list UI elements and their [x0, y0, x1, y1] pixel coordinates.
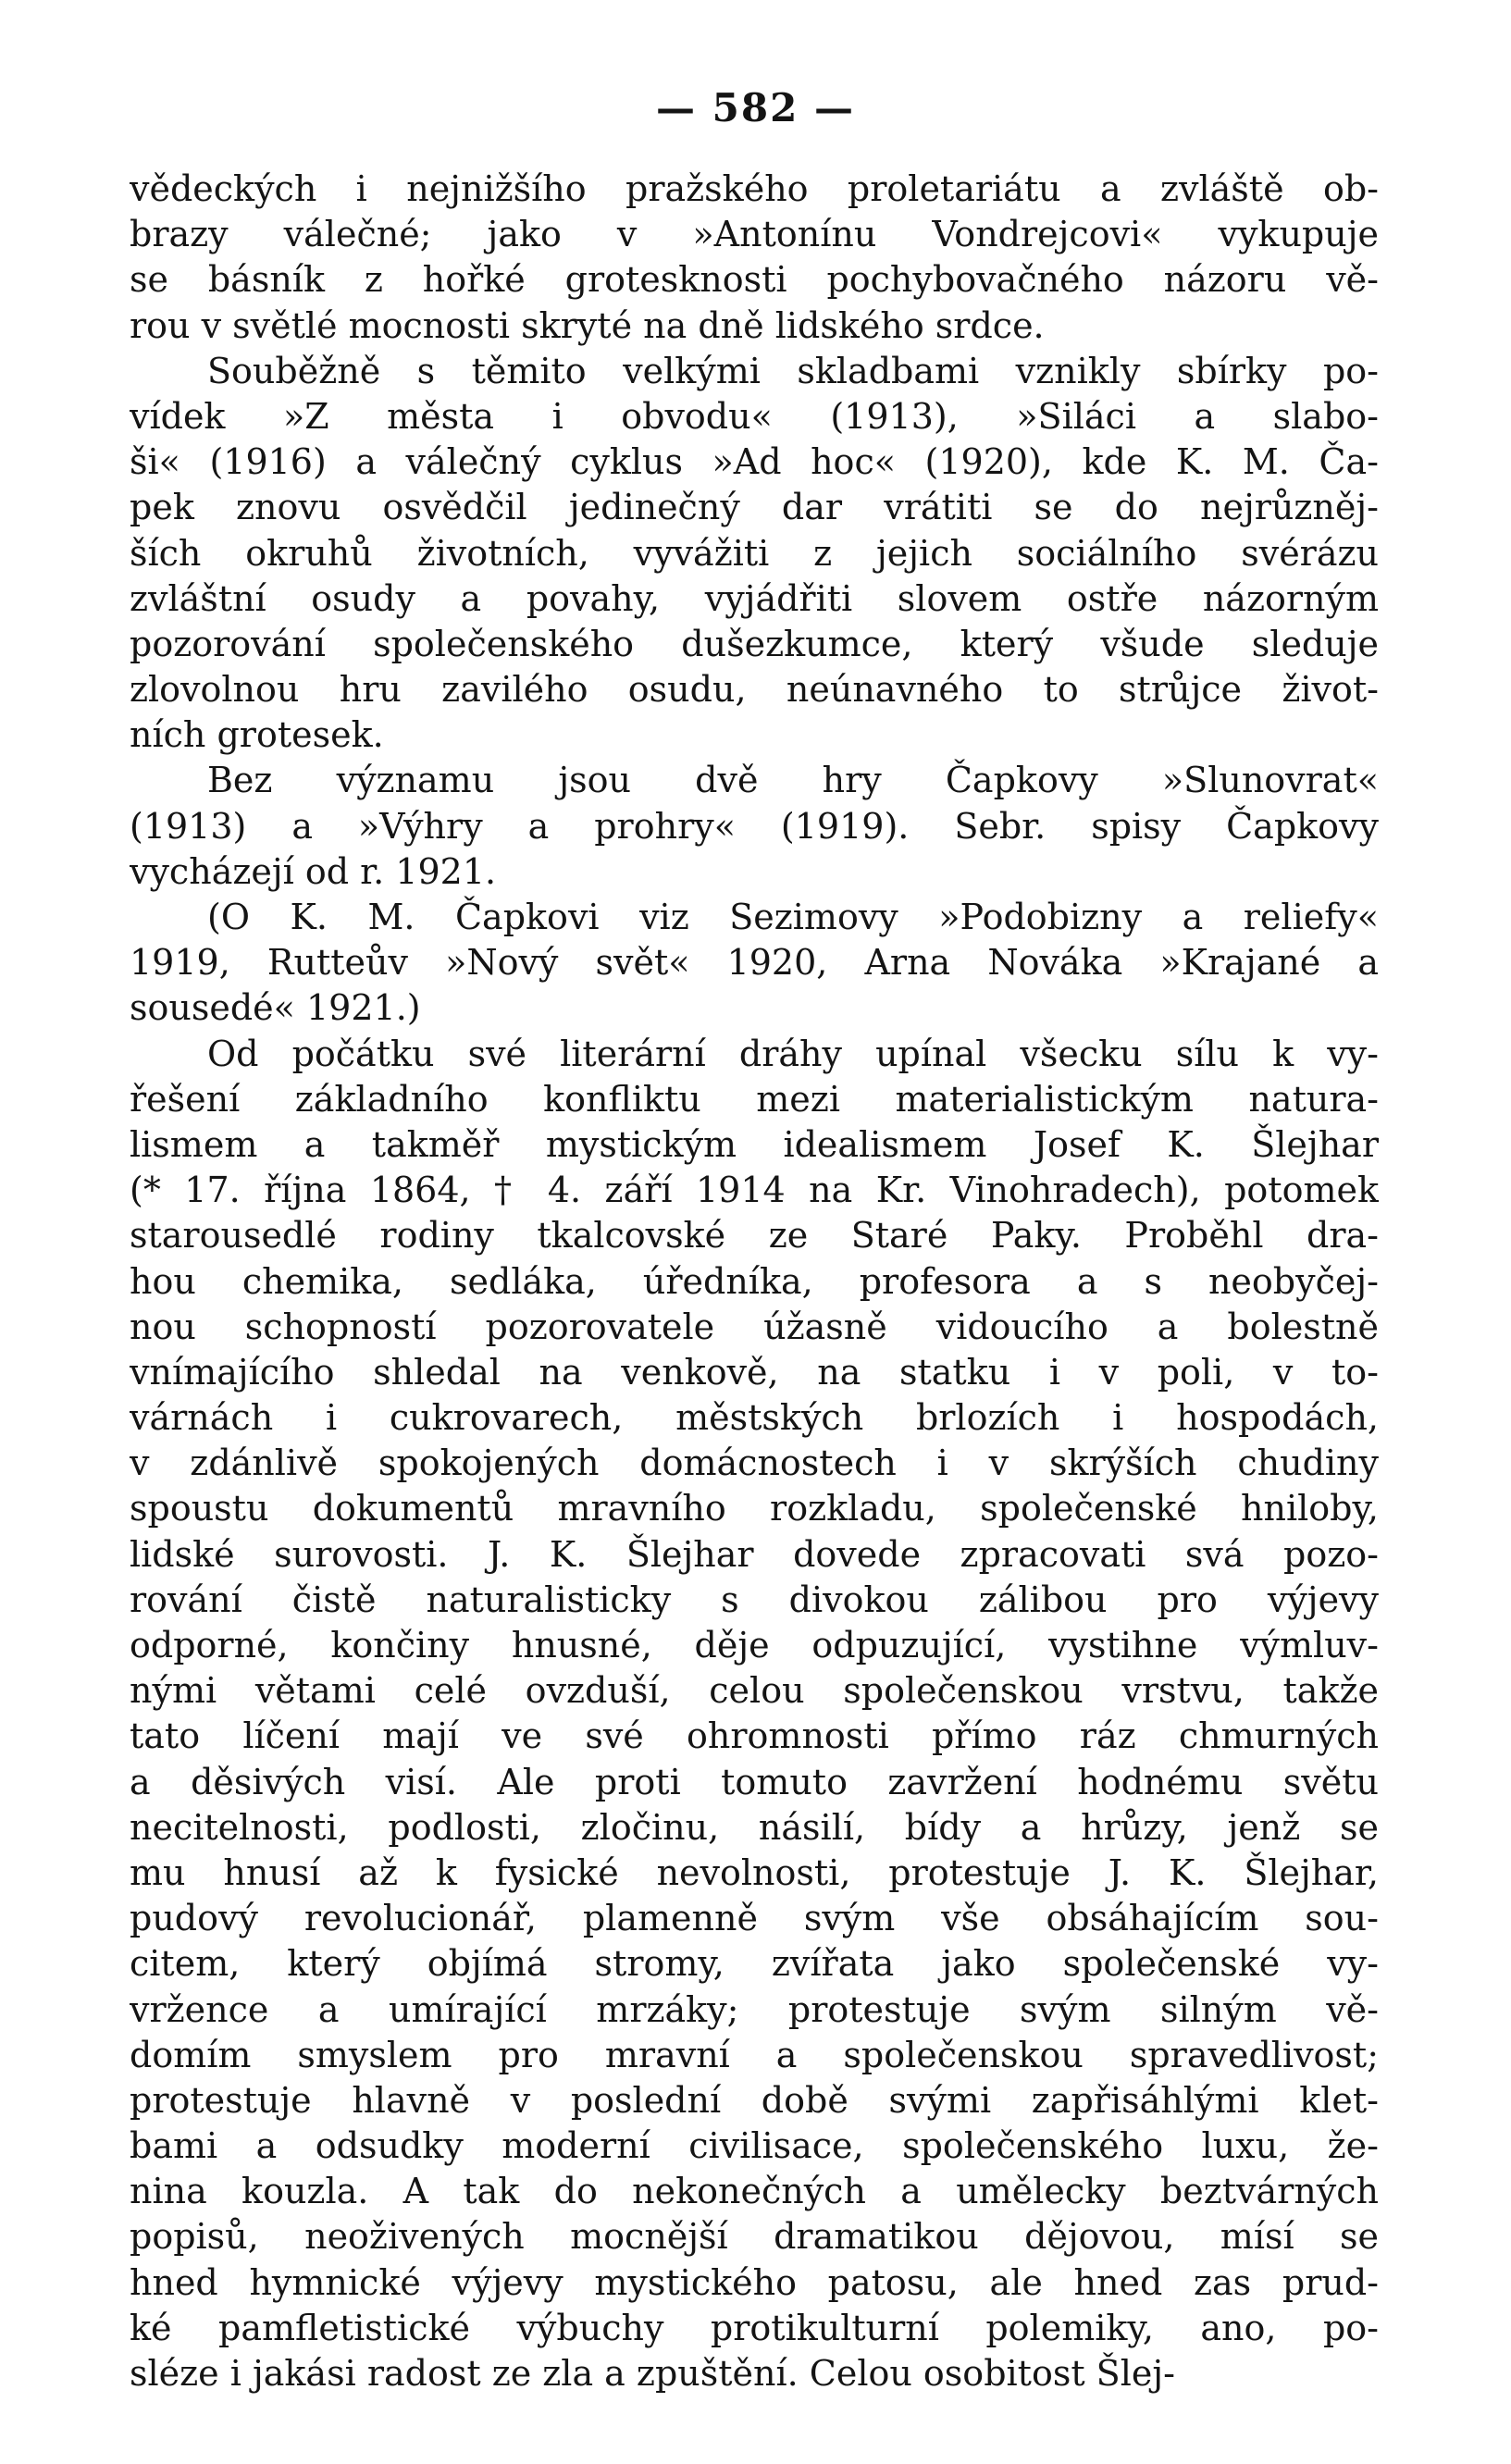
text-line: (O K. M. Čapkovi viz Sezimovy »Podobizny a reliefy« — [207, 897, 1379, 937]
text-line: bami a odsudky moderní civilisace, společenského luxu, že- — [130, 2125, 1379, 2167]
text-line: spoustu dokumentů mravního rozkladu, společenské hniloby, — [130, 1488, 1379, 1529]
body-text — [130, 167, 1379, 2396]
text-line: 1919, Rutteův »Nový svět« 1920, Arna Nováka »Krajané a — [130, 942, 1379, 984]
text-line: starousedlé rodiny tkalcovské ze Staré Paky. Proběhl dra- — [130, 1215, 1379, 1257]
text-line: protestuje hlavně v poslední době svými zapřisáhlými klet- — [130, 2079, 1379, 2121]
text-line: Od počátku své literární dráhy upínal všecku sílu k vy- — [207, 1033, 1379, 1074]
text-line: lidské surovosti. J. K. Šlejhar dovede zpracovati svá pozo- — [130, 1533, 1379, 1575]
text-line: zvláštní osudy a povahy, vyjádřiti slovem ostře názorným — [130, 577, 1379, 619]
page-number: — 582 — — [656, 85, 855, 130]
text-line: pudový revolucionář, plamenně svým vše obsáhajícím sou- — [130, 1898, 1379, 1939]
text-line: (1913) a »Výhry a prohry« (1919). Sebr. spisy Čapkovy — [130, 805, 1379, 847]
text-line: řešení základního konfliktu mezi materialistickým natura- — [130, 1078, 1379, 1120]
text-line: vnímajícího shledal na venkově, na statku i v poli, v to- — [130, 1351, 1379, 1393]
text-line: ké pamfletistické výbuchy protikulturní polemiky, ano, po- — [130, 2307, 1379, 2348]
text-line: ších okruhů životních, vyvážiti z jejich sociálního svérázu — [130, 532, 1379, 574]
text-line: tato líčení mají ve své ohromnosti přímo ráz chmurných — [130, 1715, 1379, 1757]
text-line: Bez významu jsou dvě hry Čapkovy »Slunovrat« — [207, 760, 1379, 801]
paragraph — [130, 167, 1379, 349]
text-line: ši« (1916) a válečný cyklus »Ad hoc« (1920), kde K. M. Ča- — [130, 441, 1379, 483]
text-line: mu hnusí až k fysické nevolnosti, protestuje J. K. Šlejhar, — [130, 1851, 1379, 1893]
paragraph — [130, 758, 1379, 895]
text-line: hou chemika, sedláka, úředníka, profesora a s neobyčej- — [130, 1260, 1379, 1302]
text-line: v zdánlivě spokojených domácnostech i v skrýších chudiny — [130, 1442, 1379, 1484]
text-line: pek znovu osvědčil jedinečný dar vrátiti se do nejrůzněj- — [130, 487, 1379, 528]
text-line: brazy válečné; jako v »Antonínu Vondrejcovi« vykupuje — [130, 214, 1379, 255]
text-line: ních grotesek. — [130, 714, 384, 756]
text-line: odporné, končiny hnusné, děje odpuzující, vystihne výmluv- — [130, 1625, 1379, 1665]
text-line: Souběžně s těmito velkými skladbami vznikly sbírky po- — [207, 350, 1379, 391]
text-line: necitelnosti, podlosti, zločinu, násilí, bídy a hrůzy, jenž se — [130, 1806, 1379, 1848]
text-line: a děsivých visí. Ale proti tomuto zavržení hodnému světu — [130, 1761, 1379, 1802]
paragraph — [130, 1032, 1379, 2397]
text-line: lismem a takměř mystickým idealismem Josef K. Šlejhar — [130, 1123, 1379, 1165]
text-line: citem, který objímá stromy, zvířata jako společenské vy- — [130, 1943, 1379, 1985]
text-line: nina kouzla. A tak do nekonečných a umělecky beztvárných — [130, 2171, 1379, 2212]
text-line: popisů, neoživených mocnější dramatikou dějovou, mísí se — [130, 2216, 1379, 2258]
text-line: (* 17. října 1864, † 4. září 1914 na Kr. Vinohradech), potomek — [130, 1170, 1379, 1211]
text-line: sléze i jakási radost ze zla a zpuštění. Celou osobitost Šlej- — [130, 2353, 1175, 2394]
text-line: rou v světlé mocnosti skryté na dně lidského srdce. — [130, 304, 1045, 346]
text-line: domím smyslem pro mravní a společenskou spravedlivost; — [130, 2034, 1379, 2075]
text-line: vědeckých i nejnižšího pražského proletariátu a zvláště ob- — [130, 168, 1379, 209]
text-line: rování čistě naturalisticky s divokou zálibou pro výjevy — [130, 1579, 1379, 1620]
text-line: nými větami celé ovzduší, celou společenskou vrstvu, takže — [130, 1670, 1379, 1712]
paragraph — [130, 895, 1379, 1032]
text-line: se básník z hořké grotesknosti pochybovačného názoru vě- — [130, 259, 1379, 301]
text-line: zlovolnou hru zavilého osudu, neúnavného to strůjce život- — [130, 669, 1379, 711]
text-line: hned hymnické výjevy mystického patosu, ale hned zas prud- — [130, 2261, 1379, 2303]
text-line: nou schopností pozorovatele úžasně vidoucího a bolestně — [130, 1306, 1379, 1347]
text-line: vržence a umírající mrzáky; protestuje svým silným vě- — [130, 1988, 1379, 2030]
text-line: várnách i cukrovarech, městských brlozích i hospodách, — [130, 1397, 1379, 1439]
text-line: sousedé« 1921.) — [130, 987, 421, 1029]
text-line: vycházejí od r. 1921. — [130, 850, 497, 892]
text-line: vídek »Z města i obvodu« (1913), »Siláci a slabo- — [130, 395, 1379, 437]
text-line: pozorování společenského dušezkumce, který všude sleduje — [130, 623, 1379, 664]
paragraph — [130, 349, 1379, 759]
